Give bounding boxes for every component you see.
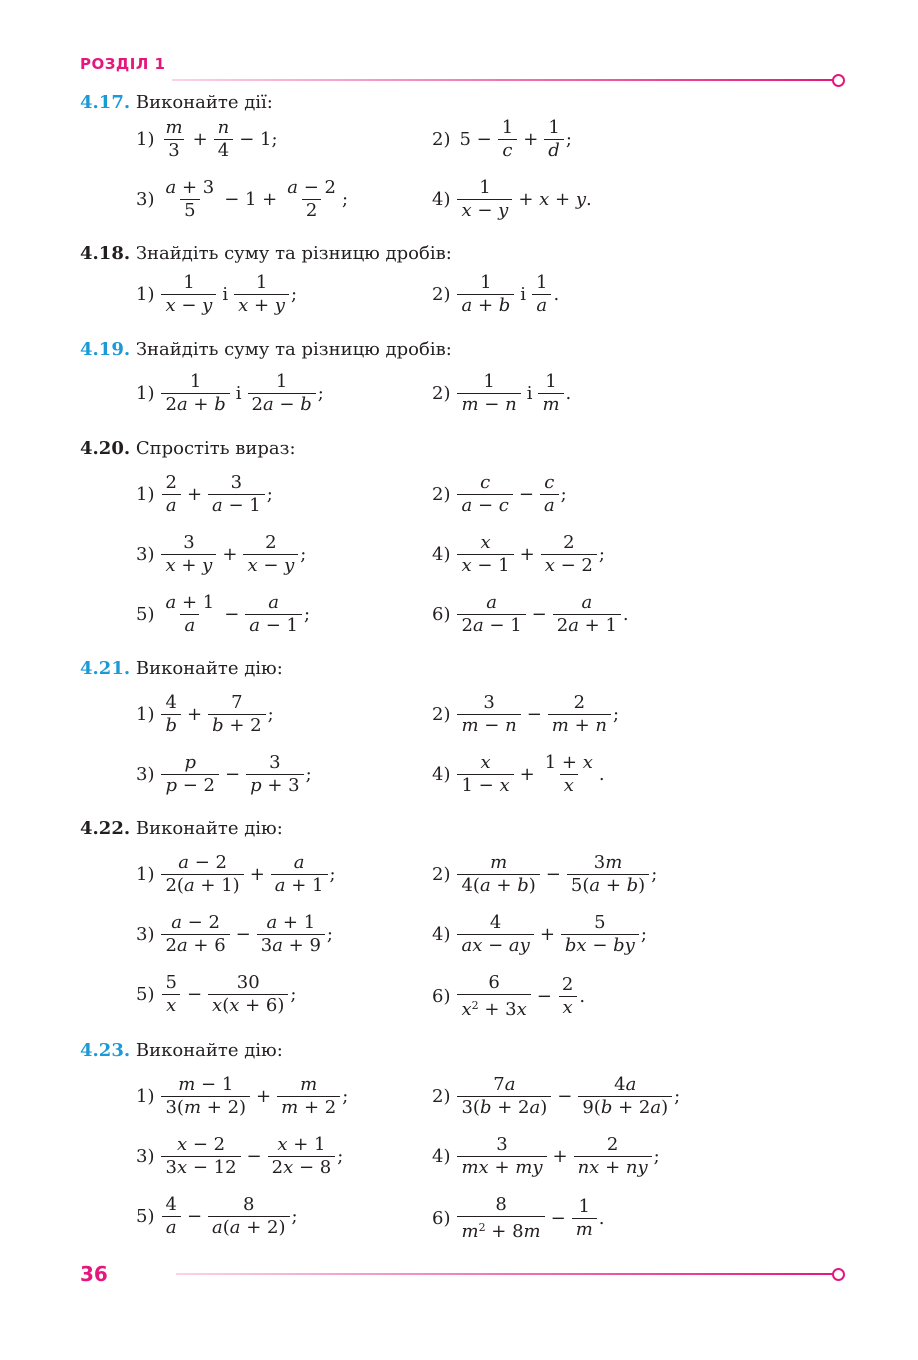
problem-heading: 4.23. Виконайте дію: bbox=[80, 1040, 283, 1061]
exercise-4-23-2: 2) $\frac{7a}{3(b + 2a)}$ − $\frac{4a}{9(b + 2a)}$ ; bbox=[432, 1074, 681, 1118]
page-number: 36 bbox=[80, 1262, 108, 1286]
exercise-4-19-2: 2) $\frac{1}{m - n}$ і $\frac{1}{m}$ . bbox=[432, 371, 572, 415]
exercise-4-18-2: 2) $\frac{1}{a + b}$ і $\frac{1}{a}$ . bbox=[432, 272, 560, 316]
exercise-4-22-2: 2) $\frac{m}{4(a + b)}$ − $\frac{3m}{5(a + b)}$ ; bbox=[432, 852, 658, 896]
problem-heading: 4.20. Спростіть вираз: bbox=[80, 438, 296, 459]
problem-heading: 4.19. Знайдіть суму та різницю дробів: bbox=[80, 339, 452, 360]
problem-heading: 4.21. Виконайте дію: bbox=[80, 658, 283, 679]
exercise-4-20-2: 2) $\frac{c}{a - c}$ − $\frac{c}{a}$ ; bbox=[432, 472, 567, 516]
header-rule-end-icon bbox=[832, 74, 845, 87]
exercise-4-21-4: 4) $\frac{x}{1 - x}$ + $\frac{1 + x}{x}$ . bbox=[432, 752, 605, 796]
exercise-4-17-2: 2) 5 − $\frac{1}{c}$ + $\frac{1}{d}$ ; bbox=[432, 117, 572, 161]
exercise-4-22-6: 6) $\frac{6}{x^2 + 3x}$ − $\frac{2}{x}$ . bbox=[432, 972, 586, 1020]
problem-heading: 4.18. Знайдіть суму та різницю дробів: bbox=[80, 243, 452, 264]
footer-rule-end-icon bbox=[832, 1268, 845, 1281]
exercise-4-23-4: 4) $\frac{3}{mx + my}$ + $\frac{2}{nx + ny}$ ; bbox=[432, 1134, 660, 1178]
exercise-4-23-3: 3) $\frac{x - 2}{3x - 12}$ − $\frac{x + 1}{2x - 8}$ ; bbox=[136, 1134, 344, 1178]
exercise-4-17-1: 1) $\frac{m}{3}$ + $\frac{n}{4}$ − 1; bbox=[136, 117, 278, 161]
exercise-4-20-1: 1) $\frac{2}{a}$ + $\frac{3}{a - 1}$ ; bbox=[136, 472, 273, 516]
exercise-4-21-1: 1) $\frac{4}{b}$ + $\frac{7}{b + 2}$ ; bbox=[136, 692, 274, 736]
exercise-4-19-1: 1) $\frac{1}{2a + b}$ і $\frac{1}{2a - b}$ ; bbox=[136, 371, 324, 415]
exercise-4-23-5: 5) $\frac{4}{a}$ − $\frac{8}{a(a + 2)}$ ; bbox=[136, 1194, 298, 1238]
section-title: РОЗДІЛ 1 bbox=[80, 55, 166, 73]
exercise-4-21-2: 2) $\frac{3}{m - n}$ − $\frac{2}{m + n}$ ; bbox=[432, 692, 620, 736]
exercise-4-22-5: 5) $\frac{5}{x}$ − $\frac{30}{x(x + 6)}$ ; bbox=[136, 972, 297, 1016]
exercise-4-17-4: 4) $\frac{1}{x - y}$ + x + y. bbox=[432, 177, 592, 221]
footer-rule bbox=[176, 1273, 834, 1275]
header-rule bbox=[172, 79, 834, 81]
exercise-4-21-3: 3) $\frac{p}{p - 2}$ − $\frac{3}{p + 3}$ ; bbox=[136, 752, 312, 796]
exercise-4-22-1: 1) $\frac{a - 2}{2(a + 1)}$ + $\frac{a}{a + 1}$ ; bbox=[136, 852, 336, 896]
exercise-4-23-1: 1) $\frac{m - 1}{3(m + 2)}$ + $\frac{m}{m + 2}$ ; bbox=[136, 1074, 349, 1118]
problem-heading: 4.17. Виконайте дії: bbox=[80, 92, 273, 113]
exercise-4-22-3: 3) $\frac{a - 2}{2a + 6}$ − $\frac{a + 1}{3a + 9}$ ; bbox=[136, 912, 333, 956]
exercise-4-20-6: 6) $\frac{a}{2a - 1}$ − $\frac{a}{2a + 1}$ . bbox=[432, 592, 629, 636]
exercise-4-18-1: 1) $\frac{1}{x - y}$ і $\frac{1}{x + y}$ ; bbox=[136, 272, 298, 316]
exercise-4-22-4: 4) $\frac{4}{ax - ay}$ + $\frac{5}{bx - by}$ ; bbox=[432, 912, 647, 956]
exercise-4-20-3: 3) $\frac{3}{x + y}$ + $\frac{2}{x - y}$ ; bbox=[136, 532, 307, 576]
exercise-4-23-6: 6) $\frac{8}{m^2 + 8m}$ − $\frac{1}{m}$ . bbox=[432, 1194, 605, 1242]
exercise-4-20-4: 4) $\frac{x}{x - 1}$ + $\frac{2}{x - 2}$ ; bbox=[432, 532, 605, 576]
exercise-4-20-5: 5) $\frac{a + 1}{a}$ − $\frac{a}{a - 1}$ ; bbox=[136, 592, 311, 636]
exercise-4-17-3: 3) $\frac{a + 3}{5}$ − 1 + $\frac{a - 2}{2}$ ; bbox=[136, 177, 349, 221]
problem-heading: 4.22. Виконайте дію: bbox=[80, 818, 283, 839]
